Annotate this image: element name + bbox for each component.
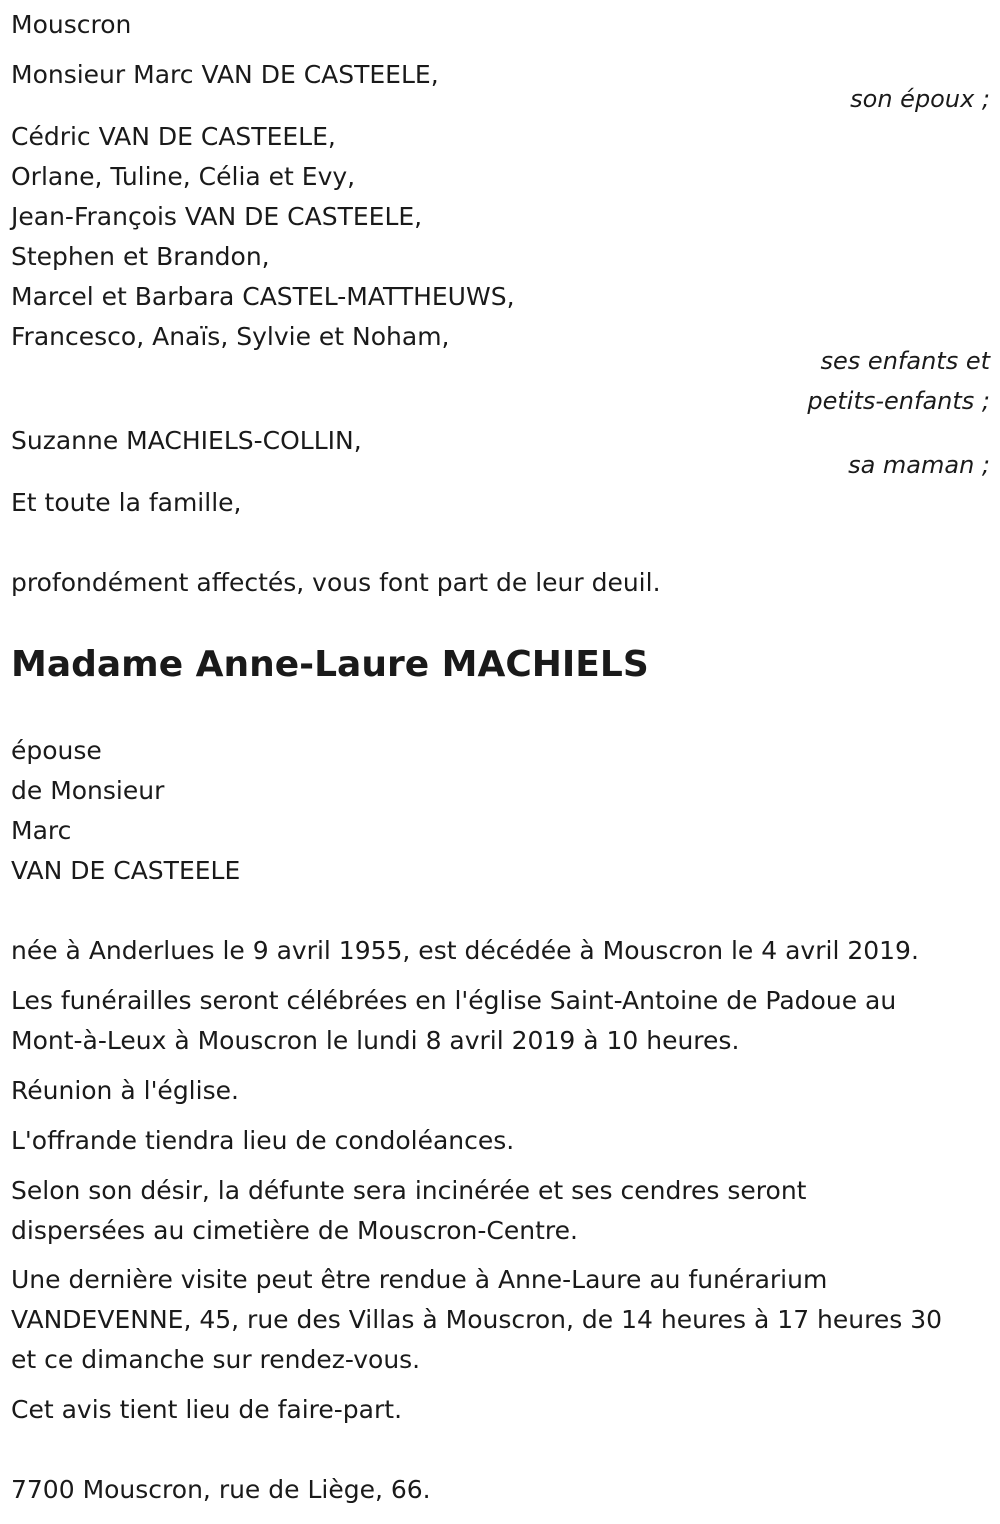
children-role-line-1: ses enfants et — [820, 347, 990, 375]
cremation-paragraph: dispersées au cimetière de Mouscron-Centre. — [11, 1216, 578, 1245]
relation-line: Marc — [11, 816, 72, 845]
child-line: Francesco, Anaïs, Sylvie et Noham, — [11, 322, 450, 351]
city-header: Mouscron — [11, 10, 132, 39]
deceased-name: Madame Anne-Laure MACHIELS — [11, 644, 649, 685]
relation-line: épouse — [11, 736, 102, 765]
cremation-paragraph: Selon son désir, la défunte sera incinérée et ses cendres seront — [11, 1176, 807, 1205]
children-role-line-2: petits-enfants ; — [807, 387, 990, 415]
child-line: Cédric VAN DE CASTEELE, — [11, 122, 336, 151]
birth-death-paragraph: née à Anderlues le 9 avril 1955, est décédée à Mouscron le 4 avril 2019. — [11, 936, 919, 965]
offering-paragraph: L'offrande tiendra lieu de condoléances. — [11, 1126, 515, 1155]
child-line: Orlane, Tuline, Célia et Evy, — [11, 162, 356, 191]
funeral-paragraph: Mont-à-Leux à Mouscron le lundi 8 avril 2019 à 10 heures. — [11, 1026, 740, 1055]
mother-role: sa maman ; — [848, 451, 990, 479]
address: 7700 Mouscron, rue de Liège, 66. — [11, 1475, 431, 1504]
spouse-name: Monsieur Marc VAN DE CASTEELE, — [11, 60, 439, 89]
child-line: Marcel et Barbara CASTEL-MATTHEUWS, — [11, 282, 515, 311]
visit-paragraph: Une dernière visite peut être rendue à Anne-Laure au funérarium — [11, 1265, 828, 1294]
meeting-paragraph: Réunion à l'église. — [11, 1076, 239, 1105]
announcement: profondément affectés, vous font part de leur deuil. — [11, 568, 661, 597]
visit-paragraph: VANDEVENNE, 45, rue des Villas à Mouscron, de 14 heures à 17 heures 30 — [11, 1305, 943, 1334]
mother-name: Suzanne MACHIELS-COLLIN, — [11, 426, 362, 455]
relation-line: de Monsieur — [11, 776, 165, 805]
relation-line: VAN DE CASTEELE — [11, 856, 241, 885]
notice-paragraph: Cet avis tient lieu de faire-part. — [11, 1395, 403, 1424]
child-line: Stephen et Brandon, — [11, 242, 270, 271]
spouse-role: son époux ; — [850, 85, 990, 113]
funeral-paragraph: Les funérailles seront célébrées en l'église Saint-Antoine de Padoue au — [11, 986, 897, 1015]
visit-paragraph: et ce dimanche sur rendez-vous. — [11, 1345, 421, 1374]
family-line: Et toute la famille, — [11, 488, 242, 517]
child-line: Jean-François VAN DE CASTEELE, — [11, 202, 423, 231]
